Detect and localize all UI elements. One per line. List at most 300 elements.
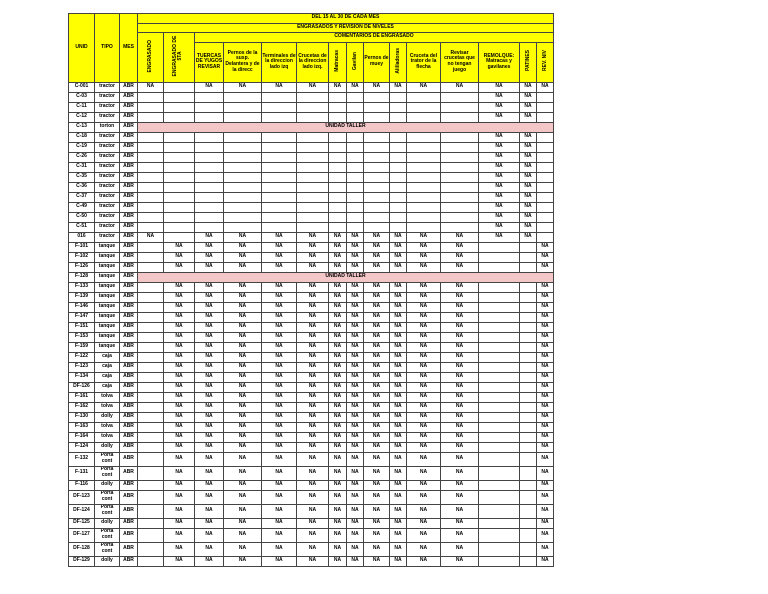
status-cell: NA <box>407 82 441 92</box>
status-cell <box>537 182 554 192</box>
status-cell: NA <box>224 422 262 432</box>
table-row <box>69 292 554 302</box>
status-cell: NA <box>537 504 554 518</box>
table-row <box>69 162 554 172</box>
status-cell <box>364 162 390 172</box>
unit-cell: C-36 <box>69 182 95 192</box>
status-cell: NA <box>520 222 537 232</box>
status-cell <box>390 212 407 222</box>
status-cell: NA <box>347 372 364 382</box>
status-cell: NA <box>407 232 441 242</box>
status-cell: NA <box>224 362 262 372</box>
status-cell <box>364 202 390 212</box>
status-cell: NA <box>407 382 441 392</box>
status-cell <box>347 92 364 102</box>
status-cell: NA <box>441 232 479 242</box>
status-cell: NA <box>329 342 347 352</box>
status-cell <box>138 362 164 372</box>
table-row <box>69 262 554 272</box>
type-cell: Porta cont <box>95 542 120 556</box>
status-cell: NA <box>297 82 329 92</box>
type-cell: tanque <box>95 302 120 312</box>
month-cell: ABR <box>120 252 138 262</box>
table-row <box>69 222 554 232</box>
status-cell <box>364 212 390 222</box>
status-cell <box>224 192 262 202</box>
status-cell <box>520 362 537 372</box>
status-cell: NA <box>329 432 347 442</box>
month-cell: ABR <box>120 232 138 242</box>
status-cell: NA <box>390 282 407 292</box>
status-cell <box>441 172 479 182</box>
status-cell <box>347 152 364 162</box>
status-cell <box>195 92 224 102</box>
status-cell: NA <box>441 402 479 412</box>
month-cell: ABR <box>120 556 138 566</box>
status-cell <box>297 212 329 222</box>
status-cell: NA <box>390 322 407 332</box>
type-cell: tractor <box>95 202 120 212</box>
month-cell: ABR <box>120 192 138 202</box>
status-cell <box>347 212 364 222</box>
status-cell <box>390 102 407 112</box>
status-cell <box>297 142 329 152</box>
status-cell <box>347 192 364 202</box>
status-cell: NA <box>195 518 224 528</box>
status-cell <box>520 542 537 556</box>
status-cell: NA <box>329 518 347 528</box>
status-cell <box>407 132 441 142</box>
month-cell: ABR <box>120 312 138 322</box>
status-cell: NA <box>537 518 554 528</box>
status-cell <box>297 132 329 142</box>
status-cell <box>138 528 164 542</box>
status-cell <box>520 332 537 342</box>
unit-cell: F-163 <box>69 422 95 432</box>
status-cell: NA <box>364 432 390 442</box>
status-cell: NA <box>364 242 390 252</box>
type-cell: torton <box>95 122 120 132</box>
status-cell: NA <box>390 412 407 422</box>
status-cell: NA <box>262 322 297 332</box>
status-cell: NA <box>347 480 364 490</box>
status-cell: NA <box>520 192 537 202</box>
status-cell: NA <box>390 82 407 92</box>
header-engrasado-5ta: ENGRASADO DE 5TA <box>164 33 195 83</box>
header-pernos-muey: Pernos de muey <box>364 42 390 82</box>
status-cell: NA <box>407 504 441 518</box>
status-cell: NA <box>164 422 195 432</box>
status-cell <box>520 412 537 422</box>
status-cell: NA <box>407 442 441 452</box>
type-cell: tractor <box>95 192 120 202</box>
type-cell: Porta cont <box>95 504 120 518</box>
status-cell <box>537 192 554 202</box>
status-cell <box>479 382 520 392</box>
status-cell <box>347 182 364 192</box>
type-cell: caja <box>95 352 120 362</box>
status-cell: NA <box>520 82 537 92</box>
type-cell: dolly <box>95 442 120 452</box>
status-cell <box>297 152 329 162</box>
status-cell: NA <box>164 322 195 332</box>
status-cell: NA <box>195 82 224 92</box>
type-cell: Porta cont <box>95 490 120 504</box>
status-cell: NA <box>297 422 329 432</box>
status-cell <box>224 142 262 152</box>
status-cell: NA <box>347 82 364 92</box>
status-cell: NA <box>390 372 407 382</box>
status-cell: NA <box>329 402 347 412</box>
month-cell: ABR <box>120 262 138 272</box>
status-cell <box>164 182 195 192</box>
status-cell: NA <box>441 442 479 452</box>
status-cell: NA <box>537 452 554 466</box>
status-cell <box>138 490 164 504</box>
status-cell <box>390 202 407 212</box>
status-cell: NA <box>364 528 390 542</box>
status-cell: NA <box>164 252 195 262</box>
status-cell: NA <box>195 504 224 518</box>
unit-cell: F-122 <box>69 352 95 362</box>
header-gavilan: Gavilan <box>347 42 364 82</box>
header-crucetas: Crucetas de la direccion lado izq. <box>297 42 329 82</box>
header-comments: COMENTARIOS DE ENGRASADO <box>195 33 554 43</box>
status-cell <box>520 342 537 352</box>
month-cell: ABR <box>120 152 138 162</box>
status-cell: NA <box>347 504 364 518</box>
status-cell: NA <box>224 302 262 312</box>
status-cell: NA <box>262 332 297 342</box>
type-cell: tanque <box>95 262 120 272</box>
status-cell: NA <box>329 262 347 272</box>
status-cell: NA <box>164 312 195 322</box>
status-cell: NA <box>407 412 441 422</box>
status-cell <box>479 362 520 372</box>
month-cell: ABR <box>120 452 138 466</box>
type-cell: dolly <box>95 412 120 422</box>
status-cell <box>479 432 520 442</box>
unit-cell: F-151 <box>69 322 95 332</box>
status-cell <box>297 162 329 172</box>
status-cell <box>195 102 224 112</box>
status-cell <box>479 332 520 342</box>
status-cell <box>138 202 164 212</box>
status-cell <box>262 212 297 222</box>
status-cell <box>329 192 347 202</box>
header-terminales: Terminales de la direccion lado izq <box>262 42 297 82</box>
taller-banner: UNIDAD TALLER <box>138 272 554 282</box>
unit-cell: F-102 <box>69 252 95 262</box>
status-cell: NA <box>164 262 195 272</box>
month-cell: ABR <box>120 102 138 112</box>
status-cell: NA <box>195 432 224 442</box>
status-cell <box>520 262 537 272</box>
status-cell: NA <box>195 252 224 262</box>
status-cell: NA <box>164 528 195 542</box>
unit-cell: C-35 <box>69 172 95 182</box>
status-cell: NA <box>195 422 224 432</box>
status-cell <box>537 172 554 182</box>
status-cell: NA <box>537 332 554 342</box>
unit-cell: F-132 <box>69 452 95 466</box>
status-cell: NA <box>407 292 441 302</box>
status-cell: NA <box>347 392 364 402</box>
status-cell <box>479 480 520 490</box>
status-cell: NA <box>164 490 195 504</box>
type-cell: tanque <box>95 242 120 252</box>
table-row <box>69 82 554 92</box>
status-cell <box>138 382 164 392</box>
status-cell <box>441 92 479 102</box>
status-cell: NA <box>364 412 390 422</box>
status-cell: NA <box>520 212 537 222</box>
unit-cell: F-159 <box>69 342 95 352</box>
status-cell: NA <box>262 312 297 322</box>
status-cell: NA <box>195 292 224 302</box>
status-cell: NA <box>195 490 224 504</box>
unit-cell: DF-124 <box>69 504 95 518</box>
status-cell: NA <box>195 402 224 412</box>
status-cell: NA <box>347 466 364 480</box>
status-cell: NA <box>347 412 364 422</box>
status-cell: NA <box>537 342 554 352</box>
status-cell: NA <box>390 392 407 402</box>
status-cell: NA <box>347 242 364 252</box>
status-cell: NA <box>537 372 554 382</box>
status-cell: NA <box>297 362 329 372</box>
status-cell <box>224 132 262 142</box>
status-cell: NA <box>390 262 407 272</box>
status-cell <box>520 242 537 252</box>
status-cell: NA <box>441 302 479 312</box>
type-cell: tractor <box>95 212 120 222</box>
status-cell: NA <box>479 132 520 142</box>
type-cell: caja <box>95 382 120 392</box>
status-cell <box>407 182 441 192</box>
status-cell: NA <box>262 556 297 566</box>
status-cell: NA <box>329 490 347 504</box>
unit-cell: F-123 <box>69 362 95 372</box>
status-cell: NA <box>224 252 262 262</box>
status-cell <box>347 112 364 122</box>
status-cell <box>479 504 520 518</box>
status-cell: NA <box>195 322 224 332</box>
status-cell: NA <box>224 452 262 466</box>
header-revisar-crucetas: Revisar crucetas que no tengan juego <box>441 42 479 82</box>
status-cell <box>297 222 329 232</box>
type-cell: tolva <box>95 392 120 402</box>
status-cell: NA <box>164 480 195 490</box>
status-cell: NA <box>441 332 479 342</box>
status-cell: NA <box>195 352 224 362</box>
status-cell <box>520 442 537 452</box>
status-cell: NA <box>347 518 364 528</box>
header-tipo: TIPO <box>95 14 120 83</box>
status-cell: NA <box>262 392 297 402</box>
status-cell <box>407 112 441 122</box>
table-row <box>69 466 554 480</box>
status-cell: NA <box>364 232 390 242</box>
month-cell: ABR <box>120 282 138 292</box>
status-cell <box>390 182 407 192</box>
status-cell <box>479 452 520 466</box>
status-cell: NA <box>164 352 195 362</box>
status-cell: NA <box>441 312 479 322</box>
status-cell <box>138 252 164 262</box>
status-cell <box>364 142 390 152</box>
status-cell: NA <box>262 382 297 392</box>
status-cell: NA <box>164 432 195 442</box>
type-cell: Porta cont <box>95 452 120 466</box>
status-cell <box>329 202 347 212</box>
header-tuercas: TUERCAS DE YUGOS REVISAR <box>195 42 224 82</box>
unit-cell: C-19 <box>69 142 95 152</box>
status-cell: NA <box>537 82 554 92</box>
status-cell <box>479 312 520 322</box>
status-cell: NA <box>441 466 479 480</box>
status-cell: NA <box>537 362 554 372</box>
status-cell: NA <box>262 518 297 528</box>
status-cell <box>262 172 297 182</box>
status-cell: NA <box>262 452 297 466</box>
status-cell: NA <box>262 466 297 480</box>
month-cell: ABR <box>120 352 138 362</box>
status-cell <box>138 112 164 122</box>
status-cell <box>329 212 347 222</box>
status-cell <box>195 202 224 212</box>
status-cell <box>224 102 262 112</box>
status-cell: NA <box>224 322 262 332</box>
status-cell: NA <box>537 292 554 302</box>
status-cell: NA <box>364 518 390 528</box>
status-cell: NA <box>224 312 262 322</box>
status-cell <box>164 102 195 112</box>
status-cell <box>138 372 164 382</box>
status-cell <box>390 112 407 122</box>
status-cell: NA <box>390 556 407 566</box>
unit-cell: 016 <box>69 232 95 242</box>
status-cell <box>164 152 195 162</box>
month-cell: ABR <box>120 422 138 432</box>
status-cell <box>297 112 329 122</box>
status-cell: NA <box>364 292 390 302</box>
status-cell <box>164 202 195 212</box>
table-row <box>69 542 554 556</box>
status-cell <box>479 556 520 566</box>
status-cell <box>407 192 441 202</box>
status-cell: NA <box>441 412 479 422</box>
status-cell: NA <box>407 342 441 352</box>
status-cell: NA <box>262 372 297 382</box>
maintenance-sheet <box>68 13 554 567</box>
status-cell <box>520 392 537 402</box>
status-cell <box>195 132 224 142</box>
month-cell: ABR <box>120 342 138 352</box>
status-cell: NA <box>520 152 537 162</box>
status-cell: NA <box>407 262 441 272</box>
status-cell <box>297 172 329 182</box>
status-cell: NA <box>520 202 537 212</box>
status-cell <box>262 162 297 172</box>
status-cell <box>224 112 262 122</box>
status-cell: NA <box>441 480 479 490</box>
status-cell: NA <box>479 172 520 182</box>
status-cell: NA <box>195 442 224 452</box>
status-cell <box>441 212 479 222</box>
status-cell: NA <box>364 332 390 342</box>
status-cell: NA <box>164 542 195 556</box>
status-cell: NA <box>390 312 407 322</box>
header-period: DEL 15 AL 30 DE CADA MES <box>138 14 554 24</box>
type-cell: dolly <box>95 518 120 528</box>
status-cell: NA <box>164 302 195 312</box>
status-cell: NA <box>329 422 347 432</box>
status-cell: NA <box>262 242 297 252</box>
status-cell: NA <box>537 282 554 292</box>
status-cell <box>407 222 441 232</box>
status-cell: NA <box>441 528 479 542</box>
status-cell <box>138 132 164 142</box>
table-row <box>69 392 554 402</box>
month-cell: ABR <box>120 132 138 142</box>
status-cell: NA <box>390 466 407 480</box>
status-cell: NA <box>407 422 441 432</box>
table-row <box>69 212 554 222</box>
status-cell: NA <box>224 352 262 362</box>
status-cell: NA <box>364 382 390 392</box>
status-cell: NA <box>195 262 224 272</box>
status-cell: NA <box>224 402 262 412</box>
status-cell: NA <box>364 342 390 352</box>
table-row <box>69 556 554 566</box>
type-cell: tractor <box>95 232 120 242</box>
header-engrasado: ENGRASADO <box>138 33 164 83</box>
status-cell: NA <box>479 152 520 162</box>
status-cell: NA <box>390 242 407 252</box>
status-cell: NA <box>441 82 479 92</box>
status-cell <box>138 422 164 432</box>
status-cell: NA <box>262 480 297 490</box>
status-cell: NA <box>195 412 224 422</box>
status-cell: NA <box>390 480 407 490</box>
status-cell: NA <box>297 262 329 272</box>
status-cell <box>195 192 224 202</box>
month-cell: ABR <box>120 112 138 122</box>
status-cell: NA <box>329 452 347 466</box>
status-cell: NA <box>329 480 347 490</box>
unit-cell: F-133 <box>69 282 95 292</box>
status-cell: NA <box>347 322 364 332</box>
status-cell: NA <box>297 372 329 382</box>
status-cell: NA <box>329 412 347 422</box>
status-cell: NA <box>329 382 347 392</box>
unit-cell: F-131 <box>69 466 95 480</box>
status-cell: NA <box>520 172 537 182</box>
type-cell: tolva <box>95 402 120 412</box>
status-cell <box>364 112 390 122</box>
month-cell: ABR <box>120 490 138 504</box>
status-cell <box>537 112 554 122</box>
status-cell: NA <box>224 542 262 556</box>
table-row <box>69 142 554 152</box>
status-cell: NA <box>195 382 224 392</box>
table-row <box>69 242 554 252</box>
status-cell: NA <box>441 542 479 556</box>
status-cell <box>164 92 195 102</box>
status-cell <box>138 402 164 412</box>
status-cell <box>262 192 297 202</box>
